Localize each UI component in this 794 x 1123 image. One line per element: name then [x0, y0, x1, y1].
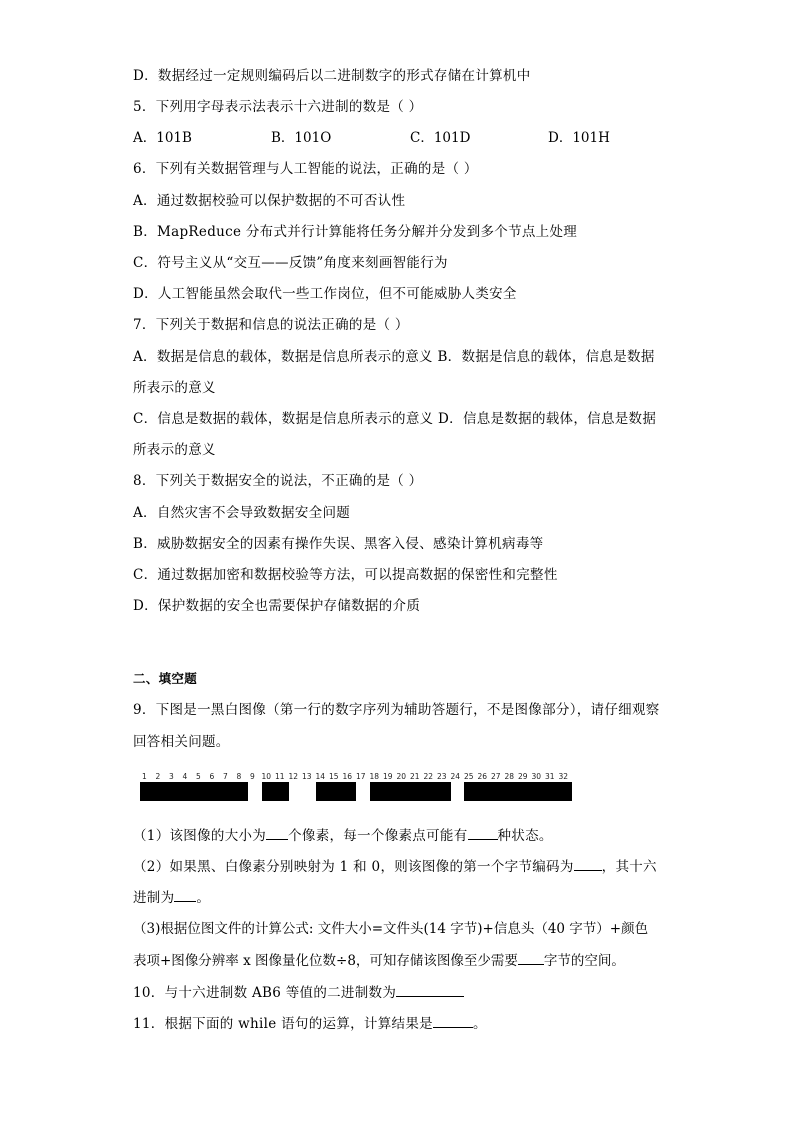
pixel-number-label: 29	[518, 772, 528, 781]
q5-option-b: B．101O	[271, 130, 332, 146]
pixel-number-label: 18	[369, 772, 380, 781]
q4-option-d: D．数据经过一定规则编码后以二进制数字的形式存储在计算机中	[133, 68, 531, 84]
question-10	[133, 984, 464, 1002]
q9-part-1	[133, 827, 553, 845]
black-pixel-run	[370, 782, 451, 801]
pixel-number-label: 4	[182, 772, 188, 781]
q6-option-c: C．符号主义从“交互——反馈”角度来刻画智能行为	[133, 255, 448, 271]
pixel-number-label: 27	[491, 772, 501, 781]
pixel-number-label: 7	[223, 772, 228, 781]
q9-part-3-cont	[133, 952, 625, 970]
pixel-number-label: 28	[504, 772, 515, 781]
pixel-number-label: 22	[423, 772, 434, 781]
q9-part-1-text-b: 个像素，每一个像素点可能有	[288, 828, 468, 844]
question-5: 5．下列用字母表示法表示十六进制的数是（ ）	[133, 99, 423, 115]
q6-option-d: D．人工智能虽然会取代一些工作岗位，但不可能威胁人类安全	[133, 286, 517, 302]
q9-part-1-text-a: （1）该图像的大小为	[133, 828, 267, 844]
q7-options-ab: A．数据是信息的载体，数据是信息所表示的意义 B．数据是信息的载体，信息是数据	[133, 349, 655, 365]
q9-part-2-text-c: 进制为	[133, 890, 175, 906]
pixel-number-label: 10	[261, 772, 272, 781]
q6-option-a: A．通过数据校验可以保护数据的不可否认性	[133, 193, 406, 209]
pixel-number-label: 24	[450, 772, 461, 781]
q5-option-d: D．101H	[548, 130, 610, 146]
question-10-text: 10．与十六进制数 AB6 等值的二进制数为	[133, 985, 397, 1001]
pixel-number-label: 5	[196, 772, 201, 781]
question-7: 7．下列关于数据和信息的说法正确的是（ ）	[133, 317, 409, 333]
question-6: 6．下列有关数据管理与人工智能的说法，正确的是（ ）	[133, 161, 478, 177]
pixel-number-label: 30	[531, 772, 542, 781]
question-9-cont: 回答相关问题。	[133, 734, 230, 750]
q9-part-2-text-b: ，其十六	[601, 859, 657, 875]
pixel-number-label: 17	[356, 772, 366, 781]
pixel-number-label: 6	[209, 772, 215, 781]
pixel-image-figure	[140, 772, 580, 802]
pixel-number-label: 15	[329, 772, 339, 781]
pixel-number-label: 26	[477, 772, 488, 781]
section-heading: 二、填空题	[133, 671, 198, 686]
question-11-end: 。	[472, 1016, 487, 1032]
pixel-number-label: 23	[437, 772, 447, 781]
q7-options-ab-cont: 所表示的意义	[133, 380, 216, 396]
black-pixel-run	[140, 782, 248, 801]
q5-option-c: C．101D	[410, 130, 471, 146]
pixel-number-label: 19	[383, 772, 393, 781]
black-pixel-run	[464, 782, 572, 801]
answer-blank[interactable]	[433, 1015, 473, 1028]
pixel-number-label: 25	[464, 772, 474, 781]
pixel-number-label: 3	[169, 772, 174, 781]
pixel-number-label: 16	[342, 772, 353, 781]
q9-part-2	[133, 858, 657, 876]
pixel-number-label: 32	[558, 772, 569, 781]
answer-blank[interactable]	[468, 827, 498, 840]
q9-part-2-cont	[133, 889, 210, 907]
pixel-number-label: 13	[302, 772, 312, 781]
black-pixel-run	[316, 782, 357, 801]
q9-part-2-text-d: 。	[196, 890, 211, 906]
answer-blank[interactable]	[266, 827, 288, 840]
pixel-number-label: 8	[236, 772, 242, 781]
pixel-number-label: 14	[315, 772, 326, 781]
answer-blank[interactable]	[518, 952, 544, 965]
pixel-number-label: 11	[275, 772, 285, 781]
q6-option-b: B．MapReduce 分布式并行计算能将任务分解并分发到多个节点上处理	[133, 224, 578, 240]
q8-option-d: D．保护数据的安全也需要保护存储数据的介质	[133, 598, 421, 614]
pixel-number-label: 2	[155, 772, 161, 781]
question-8: 8．下列关于数据安全的说法，不正确的是（ ）	[133, 473, 423, 489]
q5-option-a: A．101B	[133, 130, 192, 146]
answer-blank[interactable]	[396, 984, 464, 997]
pixel-number-label: 20	[396, 772, 407, 781]
pixel-number-label: 21	[410, 772, 420, 781]
q9-part-3: （3)根据位图文件的计算公式: 文件大小=文件头(14 字节)+信息头（40 字节）+颜色	[133, 921, 649, 937]
question-9: 9．下图是一黑白图像（第一行的数字序列为辅助答题行，不是图像部分），请仔细观察	[133, 702, 660, 718]
black-pixel-run	[262, 782, 289, 801]
pixel-number-label: 12	[288, 772, 299, 781]
q7-options-cd: C．信息是数据的载体，数据是信息所表示的意义 D．信息是数据的载体，信息是数据	[133, 411, 657, 427]
pixel-number-label: 31	[545, 772, 555, 781]
question-11	[133, 1015, 487, 1033]
q9-part-3-text-c: 字节的空间。	[543, 953, 625, 969]
answer-blank[interactable]	[574, 858, 602, 871]
q8-option-b: B．威胁数据安全的因素有操作失误、黑客入侵、感染计算机病毒等	[133, 536, 544, 552]
q9-part-3-text-b: 表项+图像分辨率 x 图像量化位数÷8，可知存储该图像至少需要	[133, 953, 518, 969]
q7-options-cd-cont: 所表示的意义	[133, 442, 216, 458]
question-11-text: 11．根据下面的 while 语句的运算，计算结果是	[133, 1016, 433, 1032]
q9-part-1-text-c: 种状态。	[497, 828, 553, 844]
answer-blank[interactable]	[174, 889, 196, 902]
q9-part-2-text-a: （2）如果黑、白像素分别映射为 1 和 0，则该图像的第一个字节编码为	[133, 859, 574, 875]
q8-option-a: A．自然灾害不会导致数据安全问题	[133, 505, 351, 521]
pixel-number-label: 9	[250, 772, 255, 781]
q8-option-c: C．通过数据加密和数据校验等方法，可以提高数据的保密性和完整性	[133, 567, 558, 583]
pixel-number-label: 1	[142, 772, 147, 781]
